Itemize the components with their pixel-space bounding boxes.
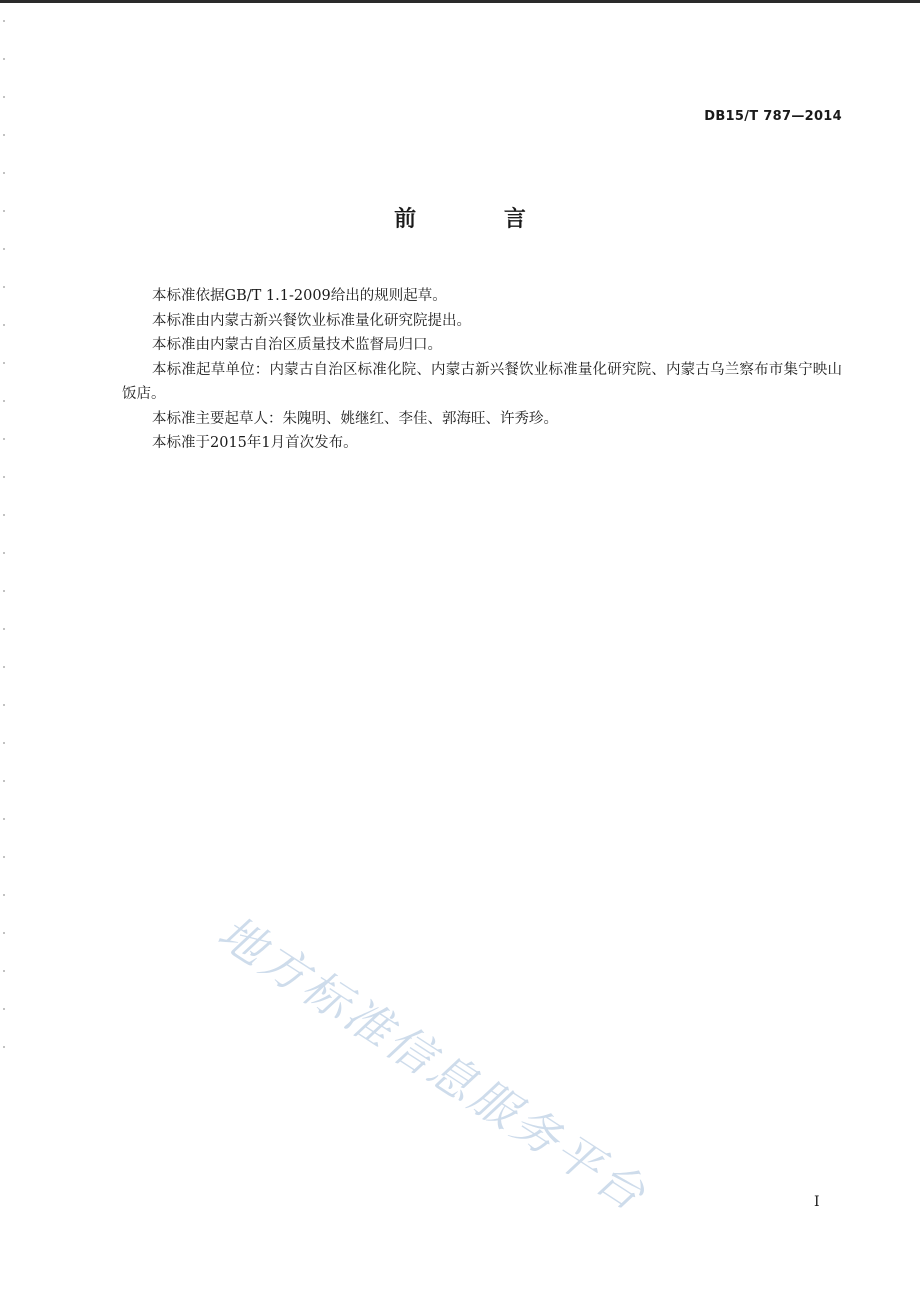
document-code: DB15/T 787—2014 — [704, 109, 842, 124]
paragraph-proposer: 本标准由内蒙古新兴餐饮业标准量化研究院提出。 — [152, 312, 471, 329]
section-heading: 前 言 — [394, 207, 566, 232]
top-border-rule — [0, 0, 920, 3]
paragraph-administration: 本标准由内蒙古自治区质量技术监督局归口。 — [152, 337, 442, 353]
paragraph-drafting-units: 本标准起草单位：内蒙古自治区标准化院、内蒙古新兴餐饮业标准量化研究院、内蒙古乌兰察布市集宁映山饭店。 — [122, 361, 842, 402]
paragraph-release: 本标准于2015年1月首次发布。 — [152, 435, 358, 451]
paragraph-drafting-rules: 本标准依据GB/T 1.1-2009给出的规则起草。 — [152, 288, 447, 304]
foreword-body — [122, 284, 842, 456]
watermark-text: 地方标准信息服务平台 — [208, 904, 658, 1223]
scan-edge-marks — [3, 20, 5, 1060]
paragraph-drafters: 本标准主要起草人：朱隗明、姚继红、李佳、郭海旺、许秀珍。 — [152, 410, 558, 427]
page-number: I — [814, 1194, 820, 1210]
